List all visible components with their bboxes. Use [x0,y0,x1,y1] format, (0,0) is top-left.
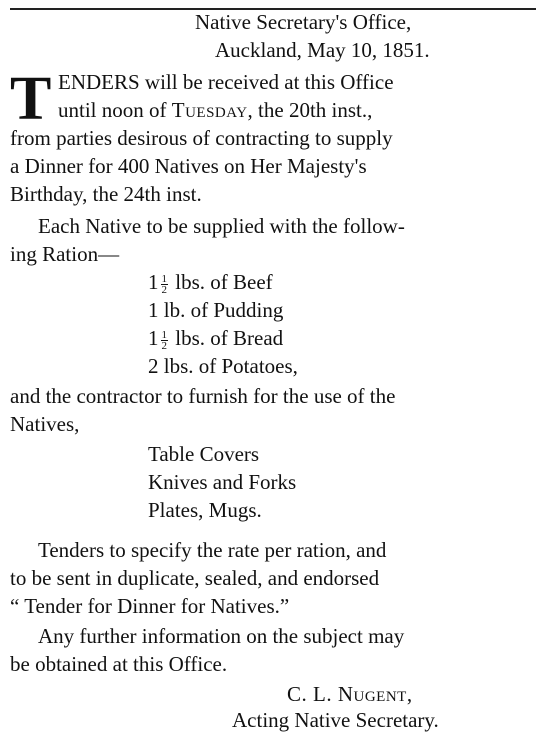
notice-line-3: from parties desirous of contracting to supply [10,126,393,150]
notice-line-7: ing Ration— [10,242,120,266]
closing-line-5: be obtained at this Office. [10,652,228,676]
fraction: $\frac{1}{2}$ [161,328,167,352]
closing-line-2: to be sent in duplicate, sealed, and endorsed [10,566,380,590]
closing-line-4: Any further information on the subject may [38,624,405,648]
ration-item: 2 lbs. of Potatoes, [148,354,298,378]
notice-line-6: Each Native to be supplied with the follow- [38,214,405,238]
closing-line-3: “ Tender for Dinner for Natives.” [10,594,290,618]
notice-line-5: Birthday, the 24th inst. [10,182,202,206]
fraction: $\frac{1}{2}$ [161,272,167,296]
weekday: Tuesday [171,98,248,122]
place-date: Auckland, May 10, 1851. [215,38,430,62]
contractor-line-1: and the contractor to furnish for the use of the [10,384,396,408]
ration-item: 1 lb. of Pudding [148,298,284,322]
notice-line-1: ENDERS will be received at this Office [58,70,394,94]
signature-title: Acting Native Secretary. [232,708,439,732]
ration-item: 1 $\frac{1}{2}$ lbs. of Beef [148,270,273,296]
furnish-item: Table Covers [148,442,260,466]
furnish-item: Plates, Mugs. [148,498,262,522]
contractor-line-2: Natives, [10,412,80,436]
notice-line-2: until noon of Tuesday, the 20th inst., [58,98,373,122]
notice-line-4: a Dinner for 400 Natives on Her Majesty's [10,154,367,178]
office-heading: Native Secretary's Office, [195,10,412,34]
furnish-item: Knives and Forks [148,470,297,494]
ration-item: 1 $\frac{1}{2}$ lbs. of Bread [148,326,284,352]
drop-cap: T [10,65,52,133]
closing-line-1: Tenders to specify the rate per ration, and [38,538,387,562]
signature-name: C. L. Nugent, [287,682,413,706]
